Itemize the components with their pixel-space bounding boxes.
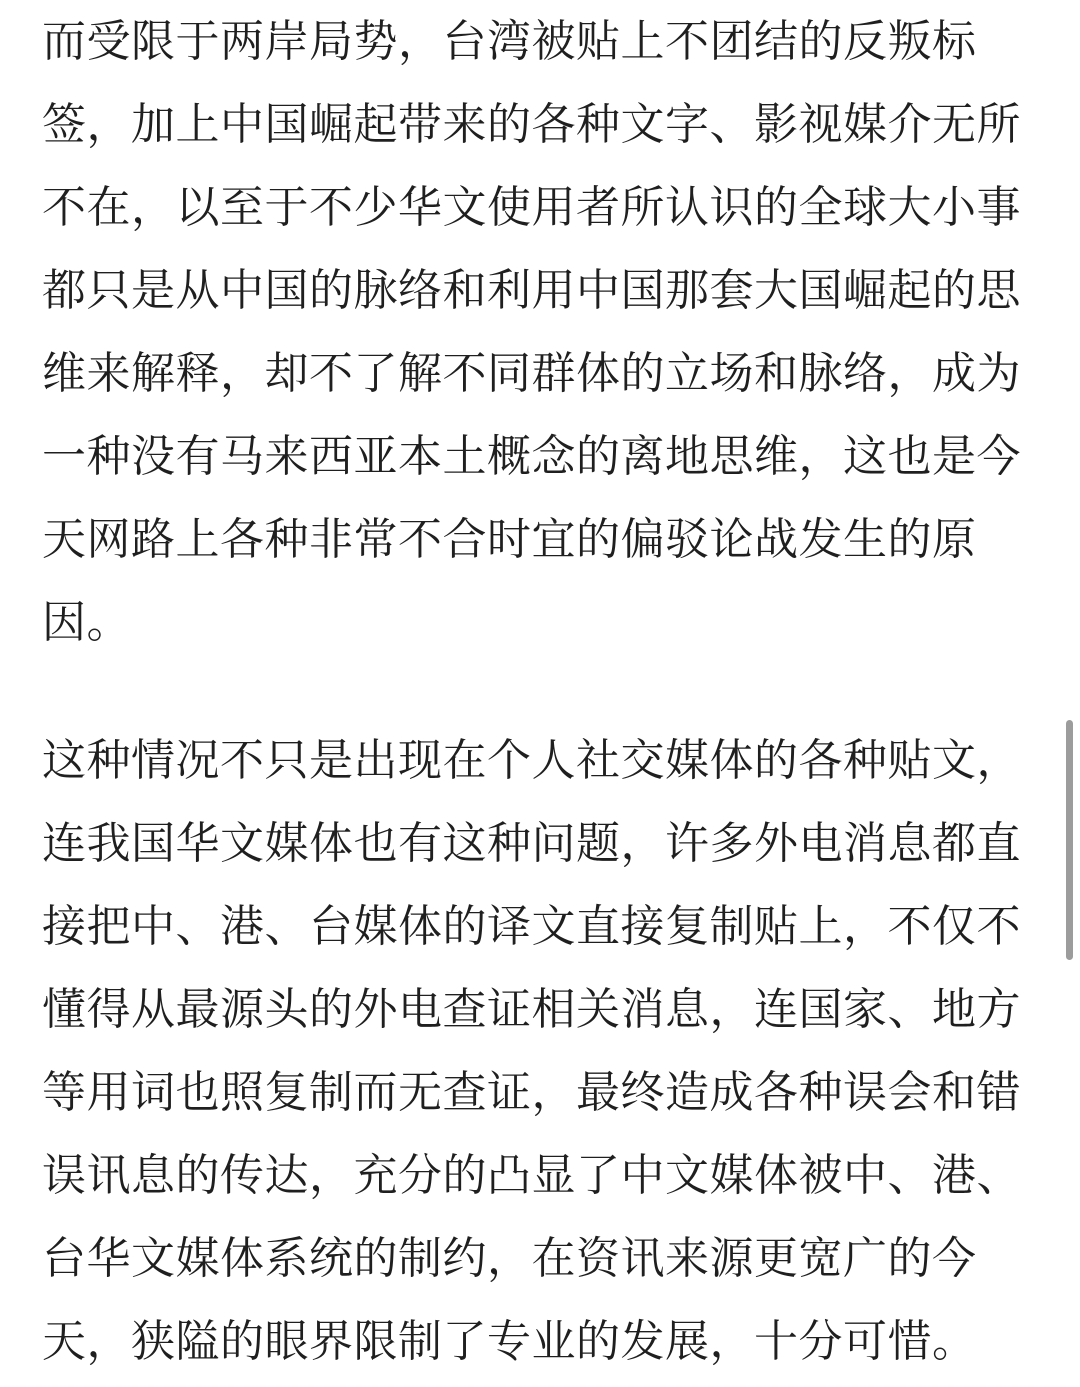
text-line: 维来解释，却不了解不同群体的立场和脉络，成为: [42, 348, 1021, 399]
text-line: 都只是从中国的脉络和利用中国那套大国崛起的思: [42, 265, 1021, 316]
article-body: [42, 0, 1042, 1383]
text-line: 天网路上各种非常不合时宜的偏驳论战发生的原: [42, 514, 977, 565]
scrollbar-thumb[interactable]: [1066, 720, 1073, 960]
text-line: 等用词也照复制而无查证，最终造成各种误会和错: [42, 1067, 1021, 1118]
text-line: 天，狭隘的眼界限制了专业的发展，十分可惜。: [42, 1316, 977, 1367]
text-line: 这种情况不只是出现在个人社交媒体的各种贴文，: [42, 735, 1021, 786]
paragraph-2: [42, 719, 1042, 1383]
text-line: 而受限于两岸局势，台湾被贴上不团结的反叛标: [42, 16, 977, 67]
text-line: 一种没有马来西亚本土概念的离地思维，这也是今: [42, 431, 1021, 482]
text-line: 台华文媒体系统的制约，在资讯来源更宽广的今: [42, 1233, 977, 1284]
text-line: 因。: [42, 597, 131, 648]
text-line: 误讯息的传达，充分的凸显了中文媒体被中、港、: [42, 1150, 1021, 1201]
text-line: 接把中、港、台媒体的译文直接复制贴上，不仅不: [42, 901, 1021, 952]
text-line: 签，加上中国崛起带来的各种文字、影视媒介无所: [42, 99, 1021, 150]
paragraph-1: [42, 0, 1042, 664]
text-line: 不在，以至于不少华文使用者所认识的全球大小事: [42, 182, 1021, 233]
text-line: 懂得从最源头的外电查证相关消息，连国家、地方: [42, 984, 1021, 1035]
paragraph-spacer: [42, 664, 1042, 719]
text-line: 连我国华文媒体也有这种问题，许多外电消息都直: [42, 818, 1021, 869]
